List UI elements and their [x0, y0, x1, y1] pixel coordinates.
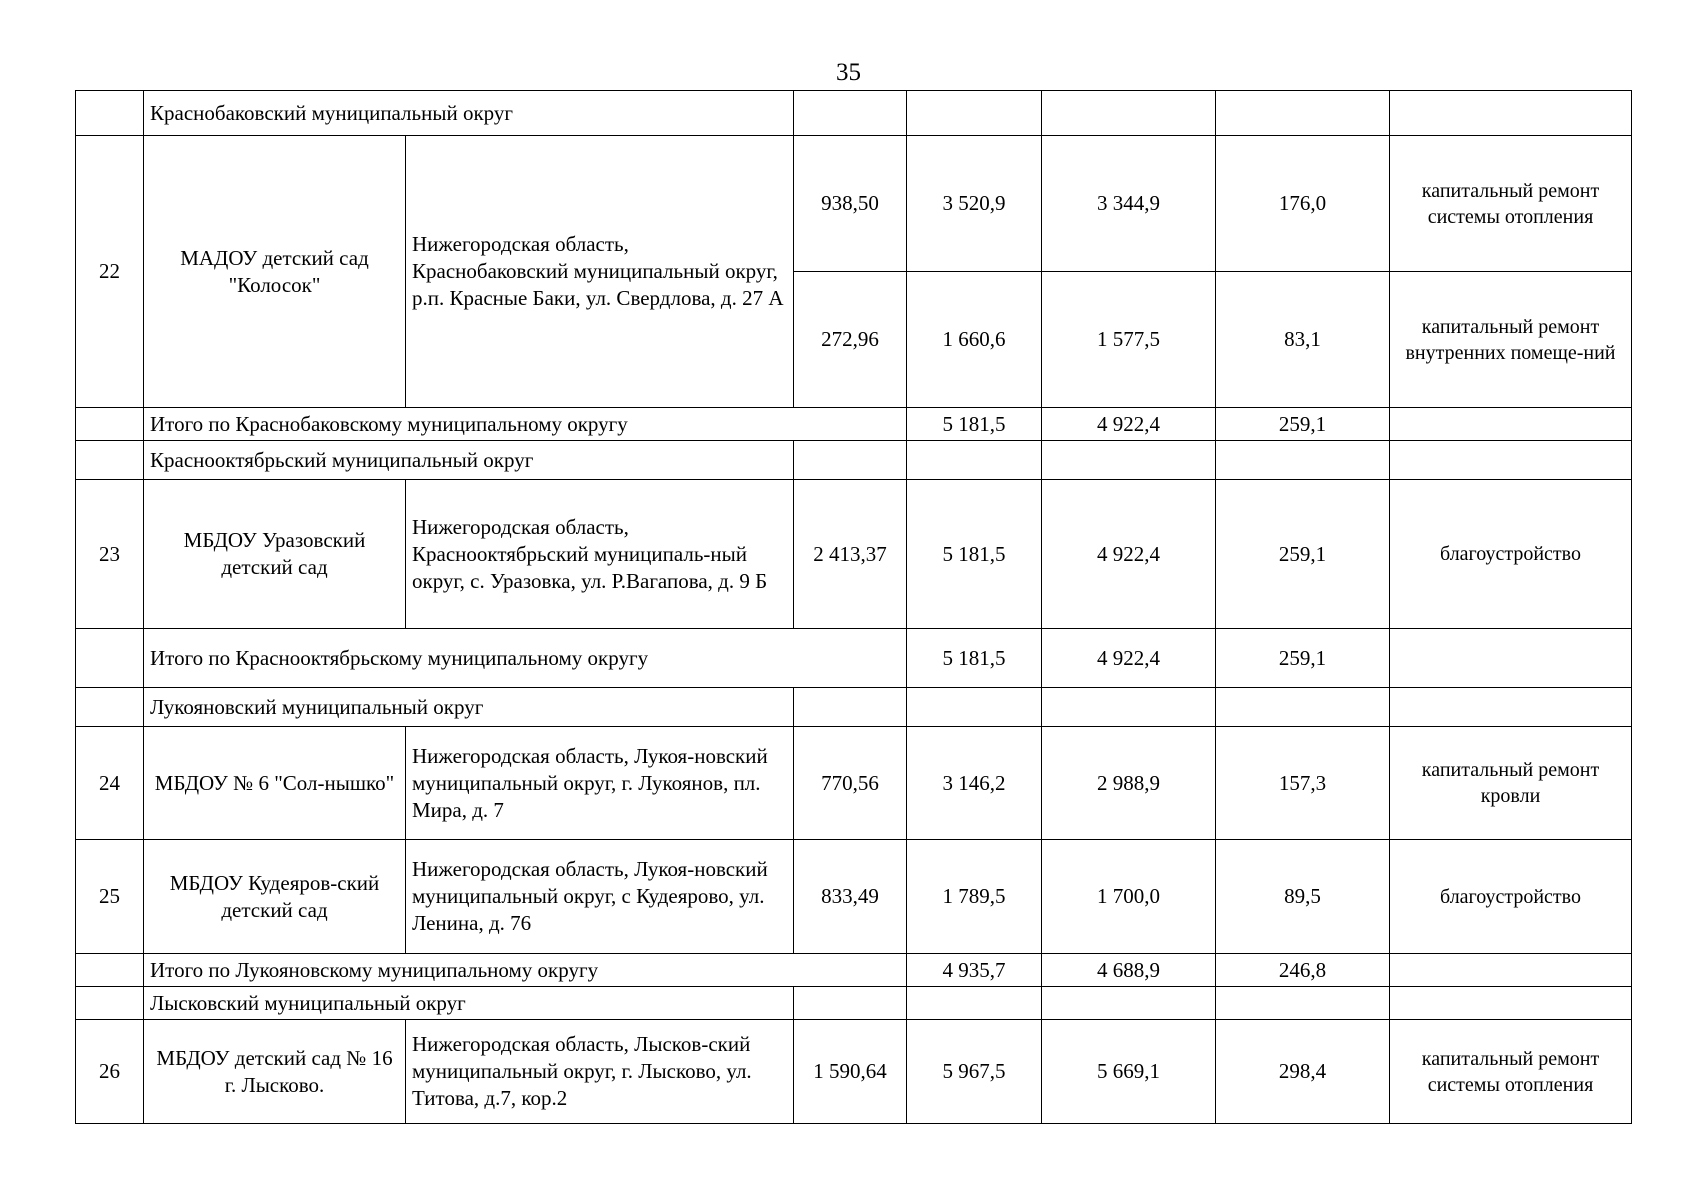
institution-name: МБДОУ Кудеяров-ский детский сад — [144, 840, 406, 954]
area-value: 833,49 — [794, 840, 907, 954]
program-table — [75, 90, 1632, 1124]
work-type: благоустройство — [1390, 840, 1632, 954]
regional-sum: 4 688,9 — [1042, 954, 1216, 987]
total-value: 1 660,6 — [907, 272, 1042, 408]
work-type: капитальный ремонт внутренних помеще-ний — [1390, 272, 1632, 408]
local-sum: 259,1 — [1216, 408, 1390, 441]
section-header: Лукояновский муниципальный округ — [144, 688, 794, 727]
section-header: Краснооктябрьский муниципальный округ — [144, 441, 794, 480]
total-label: Итого по Краснооктябрьскому муниципальному округу — [144, 629, 907, 688]
section-header-row — [76, 441, 1632, 480]
area-value: 770,56 — [794, 727, 907, 840]
local-value: 83,1 — [1216, 272, 1390, 408]
regional-value: 1 577,5 — [1042, 272, 1216, 408]
table-row — [76, 136, 1632, 272]
row-number: 24 — [76, 727, 144, 840]
total-sum: 5 181,5 — [907, 629, 1042, 688]
institution-address: Нижегородская область, Краснооктябрьский муниципаль-ный округ, с. Уразовка, ул. Р.Вагапова, д. 9 Б — [406, 480, 794, 629]
regional-value: 1 700,0 — [1042, 840, 1216, 954]
institution-name: МБДОУ Уразовский детский сад — [144, 480, 406, 629]
area-value: 2 413,37 — [794, 480, 907, 629]
section-header-row — [76, 688, 1632, 727]
regional-sum: 4 922,4 — [1042, 408, 1216, 441]
section-header: Краснобаковский муниципальный округ — [144, 91, 794, 136]
work-type: капитальный ремонт системы отопления — [1390, 1020, 1632, 1124]
institution-name: МБДОУ № 6 "Сол-нышко" — [144, 727, 406, 840]
table-row — [76, 1020, 1632, 1124]
page-number: 35 — [836, 59, 861, 86]
local-value: 89,5 — [1216, 840, 1390, 954]
institution-address: Нижегородская область, Лукоя-новский муниципальный округ, г. Лукоянов, пл. Мира, д. 7 — [406, 727, 794, 840]
total-value: 1 789,5 — [907, 840, 1042, 954]
area-value: 272,96 — [794, 272, 907, 408]
institution-address: Нижегородская область, Краснобаковский муниципальный округ, р.п. Красные Баки, ул. Свердлова, д. 27 А — [406, 136, 794, 408]
total-sum: 4 935,7 — [907, 954, 1042, 987]
total-value: 5 181,5 — [907, 480, 1042, 629]
local-sum: 259,1 — [1216, 629, 1390, 688]
table-row — [76, 727, 1632, 840]
regional-sum: 4 922,4 — [1042, 629, 1216, 688]
row-number: 22 — [76, 136, 144, 408]
area-value: 1 590,64 — [794, 1020, 907, 1124]
table-row — [76, 480, 1632, 629]
work-type: благоустройство — [1390, 480, 1632, 629]
total-value: 3 520,9 — [907, 136, 1042, 272]
area-value: 938,50 — [794, 136, 907, 272]
regional-value: 2 988,9 — [1042, 727, 1216, 840]
row-number: 23 — [76, 480, 144, 629]
local-sum: 246,8 — [1216, 954, 1390, 987]
work-type: капитальный ремонт кровли — [1390, 727, 1632, 840]
local-value: 298,4 — [1216, 1020, 1390, 1124]
institution-address: Нижегородская область, Лысков-ский муниципальный округ, г. Лысково, ул. Титова, д.7, кор.2 — [406, 1020, 794, 1124]
total-label: Итого по Краснобаковскому муниципальному округу — [144, 408, 907, 441]
total-value: 3 146,2 — [907, 727, 1042, 840]
total-row — [76, 629, 1632, 688]
institution-name: МАДОУ детский сад "Колосок" — [144, 136, 406, 408]
regional-value: 3 344,9 — [1042, 136, 1216, 272]
table-row — [76, 840, 1632, 954]
local-value: 259,1 — [1216, 480, 1390, 629]
local-value: 157,3 — [1216, 727, 1390, 840]
institution-name: МБДОУ детский сад № 16 г. Лысково. — [144, 1020, 406, 1124]
section-header: Лысковский муниципальный округ — [144, 987, 794, 1020]
regional-value: 5 669,1 — [1042, 1020, 1216, 1124]
institution-address: Нижегородская область, Лукоя-новский муниципальный округ, с Кудеярово, ул. Ленина, д. 76 — [406, 840, 794, 954]
total-row — [76, 408, 1632, 441]
work-type: капитальный ремонт системы отопления — [1390, 136, 1632, 272]
local-value: 176,0 — [1216, 136, 1390, 272]
row-number: 25 — [76, 840, 144, 954]
total-row — [76, 954, 1632, 987]
total-value: 5 967,5 — [907, 1020, 1042, 1124]
empty-cell — [76, 91, 144, 136]
row-number: 26 — [76, 1020, 144, 1124]
regional-value: 4 922,4 — [1042, 480, 1216, 629]
section-header-row — [76, 987, 1632, 1020]
total-sum: 5 181,5 — [907, 408, 1042, 441]
total-label: Итого по Лукояновскому муниципальному округу — [144, 954, 907, 987]
section-header-row — [76, 91, 1632, 136]
